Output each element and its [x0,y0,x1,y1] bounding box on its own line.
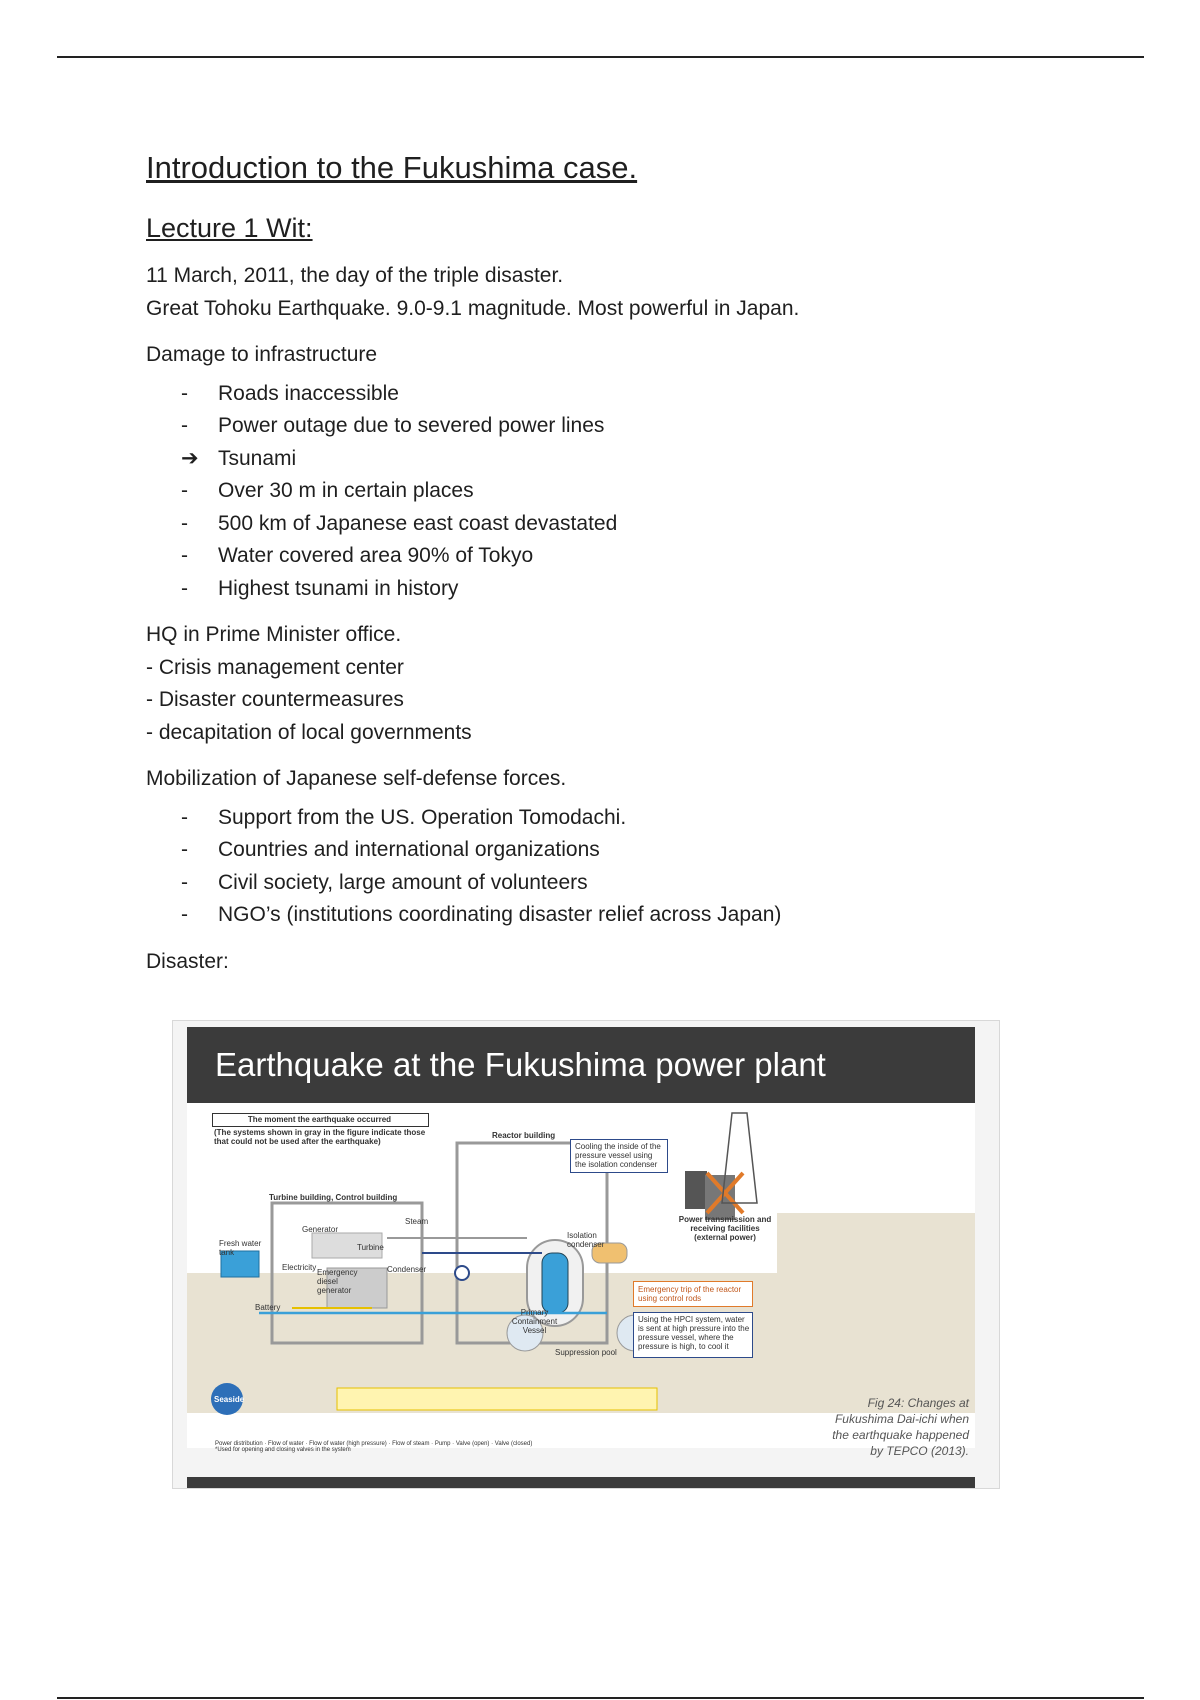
legend-note: *Used for opening and closing valves in the system [215,1447,351,1453]
list-item: - Civil society, large amount of volunteers [146,867,1066,900]
legend-item: Power distribution [215,1441,263,1447]
intro-line: Great Tohoku Earthquake. 9.0-9.1 magnitude. Most powerful in Japan. [146,296,800,320]
hq-line: - decapitation of local governments [146,720,472,744]
page-title: Introduction to the Fukushima case. [146,150,638,185]
legend-item: Flow of water (high pressure) [309,1441,387,1447]
bullet-dash: - [181,479,188,502]
bullet-dash: - [181,414,188,437]
suppression-pool-label: Suppression pool [555,1348,617,1357]
lecture-subtitle: Lecture 1 Wit: [146,213,313,243]
damage-list [146,378,1066,606]
bullet-dash: - [181,838,188,861]
seaside-badge: Seaside [214,1395,245,1404]
fukushima-diagram-figure [172,1020,1000,1489]
condenser-label: Condenser [387,1265,427,1274]
systems-note: (The systems shown in gray in the figure indicate those that could not be used after the earthquake) [214,1128,426,1146]
bullet-dash: - [181,903,188,926]
list-item: - Support from the US. Operation Tomodachi. [146,802,1066,835]
legend-item: Flow of steam [392,1441,430,1447]
hq-line: HQ in Prime Minister office. [146,623,402,646]
list-item: - 500 km of Japanese east coast devastated [146,508,1066,541]
moment-box: The moment the earthquake occurred [212,1113,429,1127]
list-item: - Power outage due to severed power lines [146,410,1066,443]
bullet-dash: - [181,805,188,829]
turbine-building-label: Turbine building, Control building [269,1193,398,1202]
legend-item: Pump [434,1441,451,1447]
list-item: - Countries and international organizations [146,834,1066,867]
bullet-dash: - [181,381,188,405]
generator-label: Generator [302,1225,339,1234]
list-item: - Over 30 m in certain places [146,475,1066,508]
reactor-building-label: Reactor building [492,1131,556,1140]
legend-item: Valve (closed) [494,1441,533,1447]
containment-label: Primary Containment Vessel [511,1308,558,1335]
legend-item: Flow of water [268,1441,304,1447]
electricity-label: Electricity [282,1263,317,1272]
header-rule [57,56,1144,58]
document-body [146,148,1066,978]
hq-line: - Disaster countermeasures [146,688,404,711]
fresh-water-label: Fresh water tank [219,1239,262,1257]
list-item: - Water covered area 90% of Tokyo [146,540,1066,573]
disaster-label: Disaster: [146,949,229,973]
bullet-dash: - [181,576,188,600]
emergency-trip-box: Emergency trip of the reactor using control rods [633,1281,753,1307]
mobilization-list [146,802,1066,932]
power-facilities-label: Power transmission and receiving facilities (external power) [678,1215,772,1242]
figure-caption: Fig 24: Changes at Fukushima Dai-ichi when the earthquake happened by TEPCO (2013). [832,1396,969,1458]
bullet-dash: - [181,870,188,894]
bullet-dash: - [181,511,188,535]
turbine-label: Turbine [357,1243,384,1252]
damage-heading: Damage to infrastructure [146,343,378,366]
figure-legend: Power distribution · Flow of water · Flow of water (high pressure) · Flow of steam · Pump · Valve (open) · Valve (closed) *Used for opening and closing valves in the system [215,1441,533,1453]
hq-line: - Crisis management center [146,655,404,679]
figure-footer-bar [187,1477,975,1488]
list-item: - Roads inaccessible [146,378,1066,411]
footer-rule [57,1697,1144,1699]
figure-heading: Earthquake at the Fukushima power plant [187,1027,975,1103]
battery-label: Battery [255,1303,281,1312]
arrow-icon: ➔ [181,446,199,470]
list-item: ➔ Tsunami [146,443,1066,476]
intro-line: 11 March, 2011, the day of the triple disaster. [146,264,564,287]
hpci-box: Using the HPCI system, water is sent at high pressure into the pressure vessel, where the pressure is high, to cool it [633,1312,753,1358]
list-item: - NGO’s (institutions coordinating disaster relief across Japan) [146,899,1066,932]
legend-item: Valve (open) [455,1441,490,1447]
list-item: - Highest tsunami in history [146,573,1066,606]
mobilization-heading: Mobilization of Japanese self-defense forces. [146,767,567,790]
isolation-condenser-label: Isolation condenser [567,1231,605,1249]
cooling-box: Cooling the inside of the pressure vessel using the isolation condenser [570,1139,668,1173]
emergency-diesel-label: Emergency diesel generator [317,1268,358,1295]
steam-label: Steam [405,1217,429,1226]
bullet-dash: - [181,544,188,567]
